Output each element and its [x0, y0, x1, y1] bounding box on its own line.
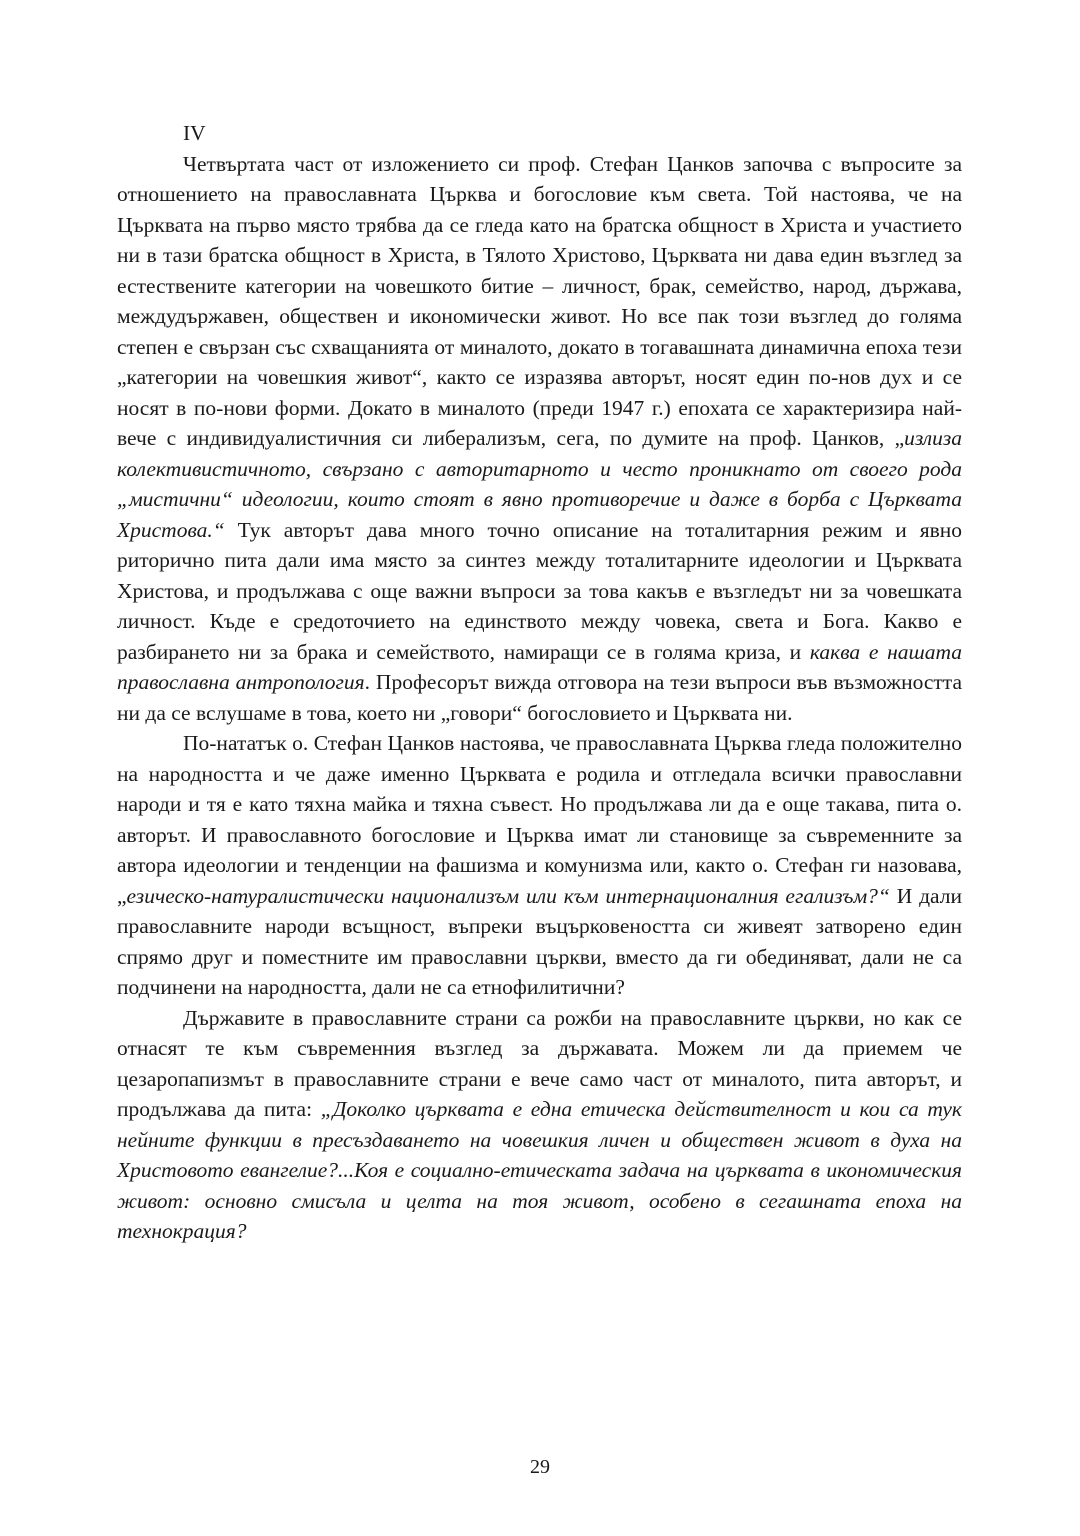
- paragraph-1-text-3: . Професорът вижда отговора на тези въпроси във възможността ни да се вслушаме в това, което ни „говори“ богословието и Църквата ни.: [117, 670, 963, 725]
- paragraph-1-text-2: Тук авторът дава много точно описание на тоталитарния режим и явно риторично пита дали има място за синтез между тоталитарните идеологии и Църквата Христова, и продължава с още важни въпроси за това какъв е възгледът ни за човешката личност. Къде е средоточието на единството между човека, света и Бога. Какво е разбирането ни за брака и семейството, намиращи се в голяма криза, и: [117, 517, 962, 664]
- paragraph-1-text-1: Четвъртата част от изложението си проф. Стефан Цанков започва с въпросите за отношението на православната Църква и богословие към света. Той настоява, че на Църквата на първо място трябва да се гледа като на братска общност в Христа и участието ни в тази братска общност в Христа, в Тялото Христово, Църквата ни дава един възглед за естествените категории на човешкото битие – личност, брак, семейство, народ, държава, междудържавен, обществен и икономически живот. Но все пак този възглед до голяма степен е свързан със схващанията от миналото, докато в тогавашната динамична епоха тези „категории на човешкия живот“, както се изразява авторът, носят един по-нов дух и се носят в по-нови форми. Докато в миналото (преди 1947 г.) епохата се характеризира най-вече с индивидуалистичния си либерализъм, сега, по думите на проф. Цанков, „: [117, 151, 962, 450]
- section-number: IV: [183, 121, 206, 145]
- paragraph-2: [117, 728, 962, 1003]
- paragraph-3-quote: „Доколко църквата е една етическа действителност и кои са тук нейните функции в пресъздаването на човешкия личен и обществен живот в духа на Христовото евангелие?...Коя е социално-етическата задача на църквата в икономическия живот: основно смисъла и целта на тоя живот, особено в сегашната епоха на технокрация?: [117, 1097, 962, 1243]
- page-number: 29: [530, 1456, 550, 1478]
- paragraph-1-emphasis: каква е нашата православна антропология: [117, 639, 963, 694]
- paragraph-3: [117, 1003, 962, 1247]
- paragraph-2-quote: езическо-натуралистически национализъм или към интернационалния егализъм?“: [126, 883, 890, 908]
- paragraph-2-text-1: По-нататък о. Стефан Цанков настоява, че православната Църква гледа положително на народността и че даже именно Църквата е родила и отгледала всички православни народи и тя е като тяхна майка и тяхна съвест. Но продължава ли да е още такава, пита о. авторът. И православното богословие и Църква имат ли становище за съвременните за автора идеологии и тенденции на фашизма и комунизма или, както о. Стефан ги назовава, „: [117, 731, 962, 908]
- paragraph-1: [117, 149, 962, 729]
- paragraph-2-text-2: И дали православните народи всъщност, въпреки въцърковеността си живеят затворено един спрямо друг и поместните им православни църкви, вместо да ги обединяват, дали не са подчинени на народността, дали не са етнофилитични?: [117, 883, 963, 999]
- page-body: [117, 118, 962, 1247]
- paragraph-1-quote-1: излиза колективистичното, свързано с авторитарното и често проникнато от своего рода „мистични“ идеологии, които стоят в явно противоречие и даже в борба с Църквата Христова.“: [117, 426, 962, 542]
- paragraph-3-text-1: Държавите в православните страни са рожби на православните църкви, но как се отнасят те към съвременния възглед за държавата. Можем ли да приемем че цезаропапизмът в православните страни е вече само част от миналото, пита авторът, и продължава да пита:: [117, 1005, 962, 1121]
